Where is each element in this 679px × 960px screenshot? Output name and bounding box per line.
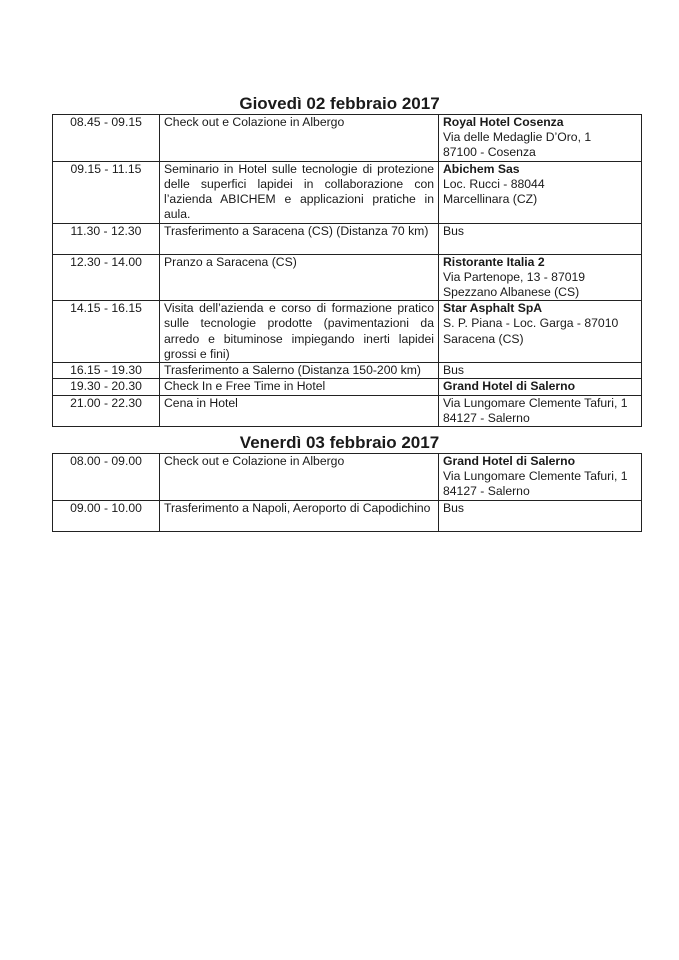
place-line: Bus [443,223,465,238]
time-cell: 09.00 - 10.00 [53,500,160,531]
activity-cell: Check In e Free Time in Hotel [160,379,439,395]
place-cell [439,254,642,301]
activity-cell: Check out e Colazione in Albergo [160,454,439,501]
schedule-table-1 [52,114,642,427]
table-row [53,254,642,301]
time-cell: 11.30 - 12.30 [53,223,160,254]
place-line: Marcellinara (CZ) [443,192,538,207]
day-title-2: Venerdì 03 febbraio 2017 [239,433,440,452]
place-cell [439,379,642,395]
time-cell: 12.30 - 14.00 [53,254,160,301]
place-line: Bus [443,500,465,515]
activity-cell: Seminario in Hotel sulle tecnologie di protezione delle superfici lapidei in collaborazione con l’azienda ABICHEM e applicazioni pratiche in aula. [160,161,439,223]
place-cell [439,454,642,501]
place-cell [439,223,642,254]
time-cell: 14.15 - 16.15 [53,301,160,363]
place-cell [439,161,642,223]
place-line: Via Partenope, 13 - 87019 [443,269,586,284]
place-line: Via Lungomare Clemente Tafuri, 1 [443,469,628,484]
table-row [53,395,642,426]
place-cell [439,115,642,162]
time-cell: 19.30 - 20.30 [53,379,160,395]
table-row [53,363,642,379]
place-name: Grand Hotel di Salerno [443,379,576,394]
place-line: 87100 - Cosenza [443,145,536,160]
time-cell: 09.15 - 11.15 [53,161,160,223]
place-line: S. P. Piana - Loc. Garga - 87010 [443,316,619,331]
place-name: Royal Hotel Cosenza [443,115,564,129]
time-cell: 08.00 - 09.00 [53,454,160,501]
time-cell: 21.00 - 22.30 [53,395,160,426]
place-line: Bus [443,363,465,378]
place-line: Via Lungomare Clemente Tafuri, 1 [443,395,628,410]
activity-cell: Trasferimento a Salerno (Distanza 150-200 km) [160,363,439,379]
table-row [53,301,642,363]
place-cell [439,500,642,531]
place-name: Star Asphalt SpA [443,301,543,316]
activity-cell: Cena in Hotel [160,395,439,426]
table-row [53,161,642,223]
place-line: Loc. Rucci - 88044 [443,176,545,191]
table-row [53,454,642,501]
day-title-1: Giovedì 02 febbraio 2017 [239,94,440,113]
place-line: Spezzano Albanese (CS) [443,285,580,300]
place-line: 84127 - Salerno [443,410,530,425]
activity-cell: Pranzo a Saracena (CS) [160,254,439,301]
place-name: Ristorante Italia 2 [443,254,545,269]
place-line: Via delle Medaglie D’Oro, 1 [443,130,592,145]
table-row [53,223,642,254]
place-name: Grand Hotel di Salerno [443,454,576,468]
activity-cell: Visita dell’azienda e corso di formazione pratico sulle tecnologie prodotte (pavimentazioni da arredo e bituminose impiegando inerti lapidei grossi e fini) [160,301,439,363]
place-cell [439,395,642,426]
table-row [53,379,642,395]
activity-cell: Trasferimento a Saracena (CS) (Distanza 70 km) [160,223,439,254]
place-cell [439,363,642,379]
table-row [53,500,642,531]
time-cell: 16.15 - 19.30 [53,363,160,379]
place-line: Saracena (CS) [443,331,524,346]
activity-cell: Check out e Colazione in Albergo [160,115,439,162]
table-row [53,115,642,162]
place-name: Abichem Sas [443,161,520,176]
place-line: 84127 - Salerno [443,484,530,499]
schedule-table-2 [52,453,642,532]
activity-cell: Trasferimento a Napoli, Aeroporto di Capodichino [160,500,439,531]
place-cell [439,301,642,363]
time-cell: 08.45 - 09.15 [53,115,160,162]
